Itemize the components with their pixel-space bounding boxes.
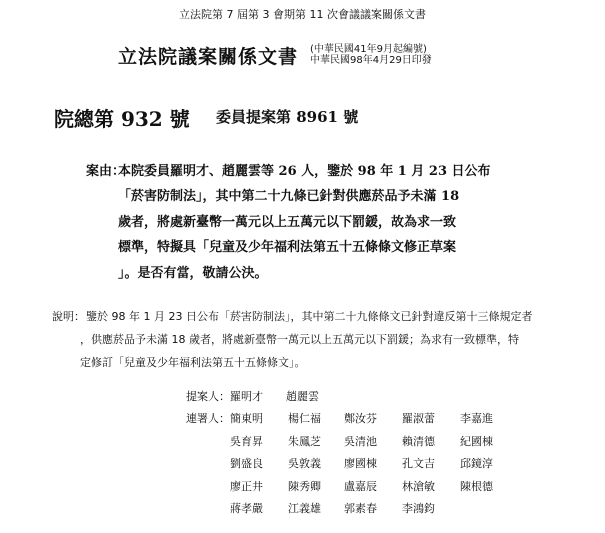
document-meta xyxy=(310,44,432,66)
explanation-line: 定修訂「兒童及少年福利法第五十五條條文」。 xyxy=(80,356,306,369)
cosigner-name: 江義雄 xyxy=(288,502,321,515)
case-label: 案由： xyxy=(86,164,126,179)
print-date: 中華民國98年4月29日印發 xyxy=(310,55,432,66)
cosigner-name: 廖國棟 xyxy=(344,457,377,470)
case-line: 標準，特擬具「兒童及少年福利法第五十五條條文修正草案 xyxy=(118,240,457,255)
proposer-label: 提案人： xyxy=(186,390,230,403)
cosigner-name: 劉盛良 xyxy=(230,457,263,470)
cosigner-name: 賴清德 xyxy=(402,435,435,448)
cosigner-name: 孔文吉 xyxy=(402,457,435,470)
cosigner-name: 李鴻鈞 xyxy=(402,502,435,515)
cosigner-name: 吳敦義 xyxy=(288,457,321,470)
numbering-note: (中華民國41年9月起編號) xyxy=(310,44,427,55)
cosigner-name: 朱鳳芝 xyxy=(288,435,321,448)
cosigner-name: 李嘉進 xyxy=(460,412,493,425)
case-line: 歲者，將處新臺幣一萬元以上五萬元以下罰鍰，故為求一致 xyxy=(118,215,457,230)
proposer-name: 羅明才 xyxy=(230,390,263,403)
cosigner-name: 陳秀卿 xyxy=(288,480,321,493)
case-number: 院總第 932 號 xyxy=(54,107,190,131)
case-line: 」。是否有當，敬請公決。 xyxy=(118,266,268,281)
cosigner-name: 廖正井 xyxy=(230,480,263,493)
proposal-number: 委員提案第 8961 號 xyxy=(216,108,359,126)
cosigner-name: 蔣孝嚴 xyxy=(230,502,263,515)
cosigner-label: 連署人： xyxy=(186,412,230,425)
case-line: 「菸害防制法」，其中第二十九條已針對供應菸品予未滿 18 xyxy=(118,189,460,204)
cosigner-name: 紀國棟 xyxy=(460,435,493,448)
explanation-line: ，供應菸品予未滿 18 歲者，將處新臺幣一萬元以上五萬元以下罰鍰；為求有一致標準，特 xyxy=(80,333,519,346)
cosigner-name: 簡東明 xyxy=(230,412,263,425)
explanation-line: 鑒於 98 年 1 月 23 日公布「菸害防制法」，其中第二十九條條文已針對違反第十三條規定者 xyxy=(86,310,533,323)
cosigner-name: 郭素春 xyxy=(344,502,377,515)
document-title: 立法院議案關係文書 xyxy=(118,46,299,68)
proposer-name: 趙麗雲 xyxy=(286,390,319,403)
cosigner-name: 邱鏡淳 xyxy=(460,457,493,470)
explanation-label: 說明： xyxy=(52,310,85,323)
case-line: 本院委員羅明才、趙麗雲等 26 人，鑒於 98 年 1 月 23 日公布 xyxy=(118,164,491,179)
cosigner-name: 陳根德 xyxy=(460,480,493,493)
cosigner-name: 林滄敏 xyxy=(402,480,435,493)
cosigner-name: 楊仁福 xyxy=(288,412,321,425)
cosigner-name: 鄭汝芬 xyxy=(344,412,377,425)
cosigner-name: 吳清池 xyxy=(344,435,377,448)
cosigner-name: 吳育昇 xyxy=(230,435,263,448)
cosigner-name: 羅淑蕾 xyxy=(402,412,435,425)
cosigner-name: 盧嘉辰 xyxy=(344,480,377,493)
document-header-line: 立法院第 7 屆第 3 會期第 11 次會議議案關係文書 xyxy=(179,8,426,21)
